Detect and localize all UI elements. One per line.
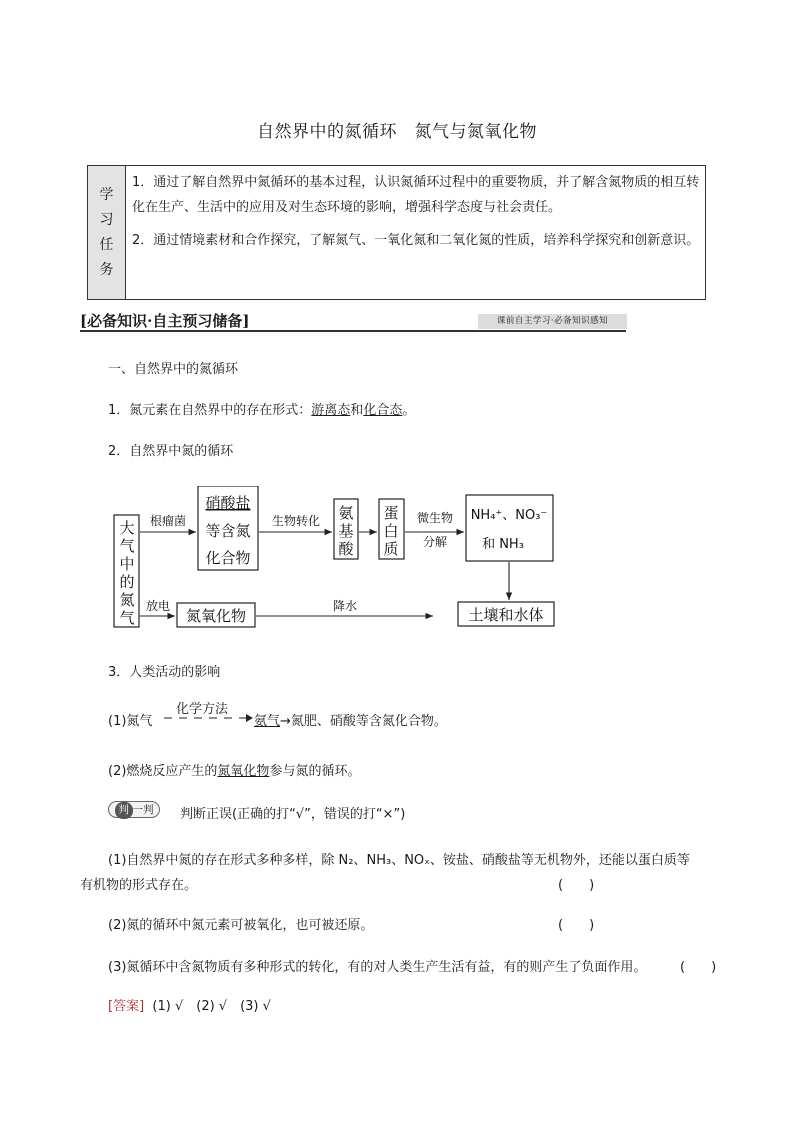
- atmosphere-char: 中: [119, 555, 135, 573]
- heading-nitrogen-cycle: 一、自然界中的氮循环: [108, 362, 239, 377]
- impact-1-rest: [254, 710, 447, 729]
- answer-free-state: 游离态: [311, 403, 351, 418]
- text-span: 参与氮的循环。: [269, 764, 361, 779]
- nitrate-line: 等含氮: [205, 522, 251, 540]
- learning-tasks-text: [132, 170, 702, 253]
- label-discharge: 放电: [145, 599, 171, 613]
- question-3: (3)氮循环中含氮物质有多种形式的转化，有的对人类生产生活有益，有的则产生了负面作用。: [108, 960, 647, 975]
- atmosphere-char: 大: [119, 519, 135, 537]
- nitrate-line: 硝酸盐: [205, 494, 251, 512]
- atmosphere-char: 气: [119, 609, 135, 627]
- answer-blank-2[interactable]: ( ): [558, 918, 595, 933]
- label-rain: 降水: [332, 599, 358, 613]
- answer-key-label: [答案]: [108, 999, 145, 1014]
- answer-key: [108, 995, 271, 1014]
- nitrate-line: 化合物: [205, 549, 251, 567]
- amino-char: 氨: [338, 504, 354, 522]
- ammonium-line-1: NH₄⁺、NO₃⁻: [470, 508, 548, 523]
- arrow-label-chemical: 化学方法: [176, 702, 229, 717]
- label-microbe: 微生物: [416, 511, 454, 525]
- answer-nitrogen-oxide: 氮氧化物: [217, 764, 270, 779]
- nitrogen-cycle-diagram: [100, 486, 570, 636]
- ammonium-line-2: 和 NH₃: [482, 537, 524, 552]
- atmosphere-char: 氮: [119, 591, 135, 609]
- label-char: 任: [99, 236, 114, 253]
- label-decompose: 分解: [422, 535, 448, 549]
- judge-badge-char: 判: [115, 802, 133, 819]
- human-impact-heading: 3．人类活动的影响: [108, 665, 221, 680]
- text-span: 1．氮元素在自然界中的存在形式：: [108, 403, 312, 418]
- protein-char: 质: [383, 540, 399, 558]
- learning-tasks-label: [88, 166, 126, 299]
- section-heading: [必备知识·自主预习储备]: [80, 312, 250, 330]
- text-span: (2)燃烧反应产生的: [108, 764, 218, 779]
- section-rule: [80, 330, 626, 332]
- label-char: 学: [99, 186, 114, 203]
- amino-char: 酸: [338, 540, 354, 558]
- question-1-line-2: 有机物的形式存在。: [80, 878, 198, 893]
- answer-key-text: (1) √ (2) √ (3) √: [152, 999, 271, 1014]
- label-char: 务: [99, 261, 114, 278]
- amino-char: 基: [338, 522, 354, 540]
- judge-badge: [108, 801, 160, 818]
- answer-combined-state: 化合态: [363, 403, 403, 418]
- section-tag: 课前自主学习·必备知识感知: [478, 314, 627, 329]
- protein-char: 蛋: [383, 504, 399, 522]
- answer-ammonia: 氨气: [254, 714, 281, 729]
- question-2: (2)氮的循环中氮元素可被氧化，也可被还原。: [108, 918, 374, 933]
- text-span: 。: [402, 403, 416, 418]
- text-span: 和: [350, 403, 364, 418]
- atmosphere-char: 气: [119, 537, 135, 555]
- page-title: 自然界中的氮循环 氮气与氮氧化物: [257, 122, 537, 142]
- label-char: 习: [99, 211, 114, 228]
- label-root-nodule: 根瘤菌: [149, 514, 187, 528]
- soil-water-label: 土壤和水体: [468, 606, 544, 624]
- dashed-arrow: [162, 712, 254, 724]
- atmosphere-char: 的: [119, 573, 135, 591]
- judge-instruction: 判断正误(正确的打“√”，错误的打“×”): [180, 807, 406, 822]
- text-span: →氮肥、硝酸等含氮化合物。: [280, 714, 447, 729]
- impact-2: [108, 760, 360, 779]
- label-bio-transform: 生物转化: [271, 514, 321, 528]
- cycle-heading: 2．自然界中氮的循环: [108, 444, 234, 459]
- impact-1-prefix: (1)氮气: [108, 714, 153, 729]
- answer-blank-1[interactable]: ( ): [558, 878, 595, 893]
- judge-badge-text: 一判: [132, 804, 154, 816]
- task-item-1: 1．通过了解自然界中氮循环的基本过程，认识氮循环过程中的重要物质，并了解含氮物质的相互转化在生产、生活中的应用及对生态环境的影响，增强科学态度与社会责任。: [132, 175, 700, 215]
- protein-char: 白: [383, 522, 399, 540]
- nitrogen-oxide-label: 氮氧化物: [185, 607, 247, 625]
- task-item-2: 2．通过情境素材和合作探究，了解氮气、一氧化氮和二氧化氮的性质，培养科学探究和创新意识。: [132, 233, 700, 248]
- learning-tasks-box: [87, 165, 706, 300]
- answer-blank-3[interactable]: ( ): [680, 960, 717, 975]
- existence-forms: [108, 399, 415, 418]
- question-1-line-1: (1)自然界中氮的存在形式多种多样，除 N₂、NH₃、NOₓ、铵盐、硝酸盐等无机物外，还能以蛋白质等: [108, 853, 690, 868]
